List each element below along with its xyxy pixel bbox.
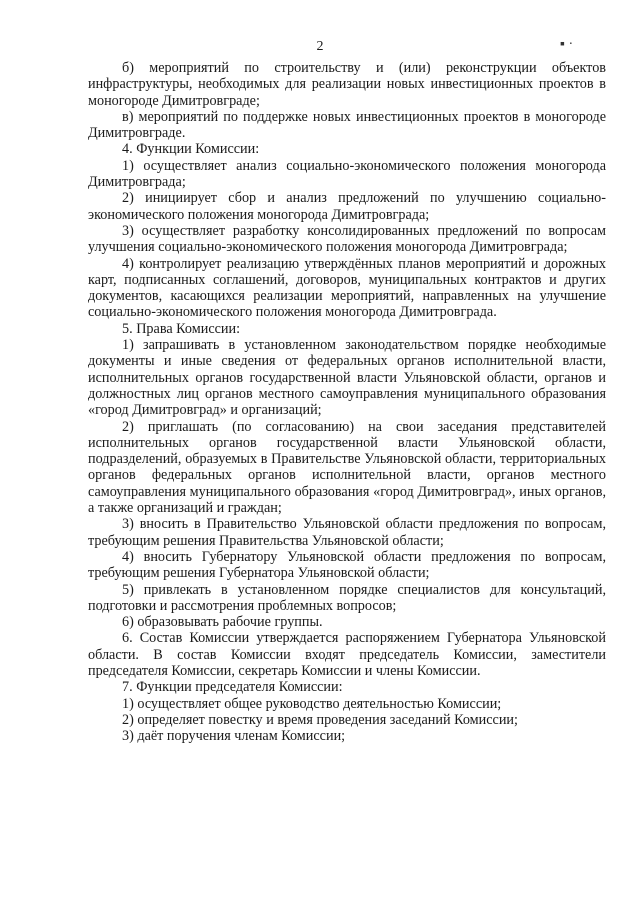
list-item-right-2: 2) приглашать (по согласованию) на свои заседания представителей исполнительных органов государственной власти Ульяновской области, подразделений, образуемых в Правительстве Ульяновской области, территориальных органов федеральных органов исполнительной власти, органов местного самоуправления муниципального образования «город Димитровград», иных органов, а также организаций и граждан; <box>88 418 606 517</box>
list-item-function-1: 1) осуществляет анализ социально-экономического положения моногорода Димитровграда; <box>88 157 606 191</box>
list-item-function-3: 3) осуществляет разработку консолидированных предложений по вопросам улучшения социально-экономического положения моногорода Димитровграда; <box>88 222 606 256</box>
list-item-right-6: 6) образовывать рабочие группы. <box>122 614 323 631</box>
list-item-right-4: 4) вносить Губернатору Ульяновской области предложения по вопросам, требующим решения Губернатора Ульяновской области; <box>88 548 606 582</box>
section-heading-rights: 5. Права Комиссии: <box>122 320 241 337</box>
paragraph-composition: 6. Состав Комиссии утверждается распоряжением Губернатора Ульяновской области. В состав Комиссии входят председатель Комиссии, заместители председателя Комиссии, секретарь Комиссии и члены Комиссии. <box>88 630 606 679</box>
section-heading-chairman-functions: 7. Функции председателя Комиссии: <box>122 679 343 696</box>
list-item-chairman-1: 1) осуществляет общее руководство деятельностью Комиссии; <box>122 695 502 712</box>
list-item-chairman-2: 2) определяет повестку и время проведения заседаний Комиссии; <box>122 711 518 728</box>
list-item-right-1: 1) запрашивать в установленном законодательством порядке необходимые документы и иные сведения от федеральных органов исполнительной власти, исполнительных органов государственной власти Ульяновской области, органов и должностных лиц органов местного самоуправления муниципального образования «город Димитровград» и организаций; <box>88 337 606 419</box>
page-number: 2 <box>316 39 324 54</box>
list-item-right-3: 3) вносить в Правительство Ульяновской области предложения по вопросам, требующим решения Правительства Ульяновской области; <box>88 516 606 549</box>
list-item-function-4: 4) контролирует реализацию утверждённых планов мероприятий и дорожных карт, подписанных соглашений, договоров, муниципальных контрактов и других документов, касающихся реализации мероприятий, направленных на улучшение социально-экономического положения моногорода Димитровграда. <box>88 255 606 321</box>
paragraph-measures-v: в) мероприятий по поддержке новых инвестиционных проектов в моногороде Димитровграде. <box>88 108 606 142</box>
scan-corner-mark: ▪ · <box>560 37 574 52</box>
section-heading-functions: 4. Функции Комиссии: <box>122 141 260 158</box>
paragraph-measures-b: б) мероприятий по строительству и (или) реконструкции объектов инфраструктуры, необходимых для реализации новых инвестиционных проектов в моногороде Димитровграде; <box>88 60 606 109</box>
list-item-right-5: 5) привлекать в установленном порядке специалистов для консультаций, подготовки и рассмотрения проблемных вопросов; <box>88 581 606 614</box>
list-item-chairman-3: 3) даёт поручения членам Комиссии; <box>122 728 346 745</box>
document-body <box>88 60 606 744</box>
list-item-function-2: 2) инициирует сбор и анализ предложений по улучшению социально-экономического положения моногорода Димитровграда; <box>88 190 606 223</box>
